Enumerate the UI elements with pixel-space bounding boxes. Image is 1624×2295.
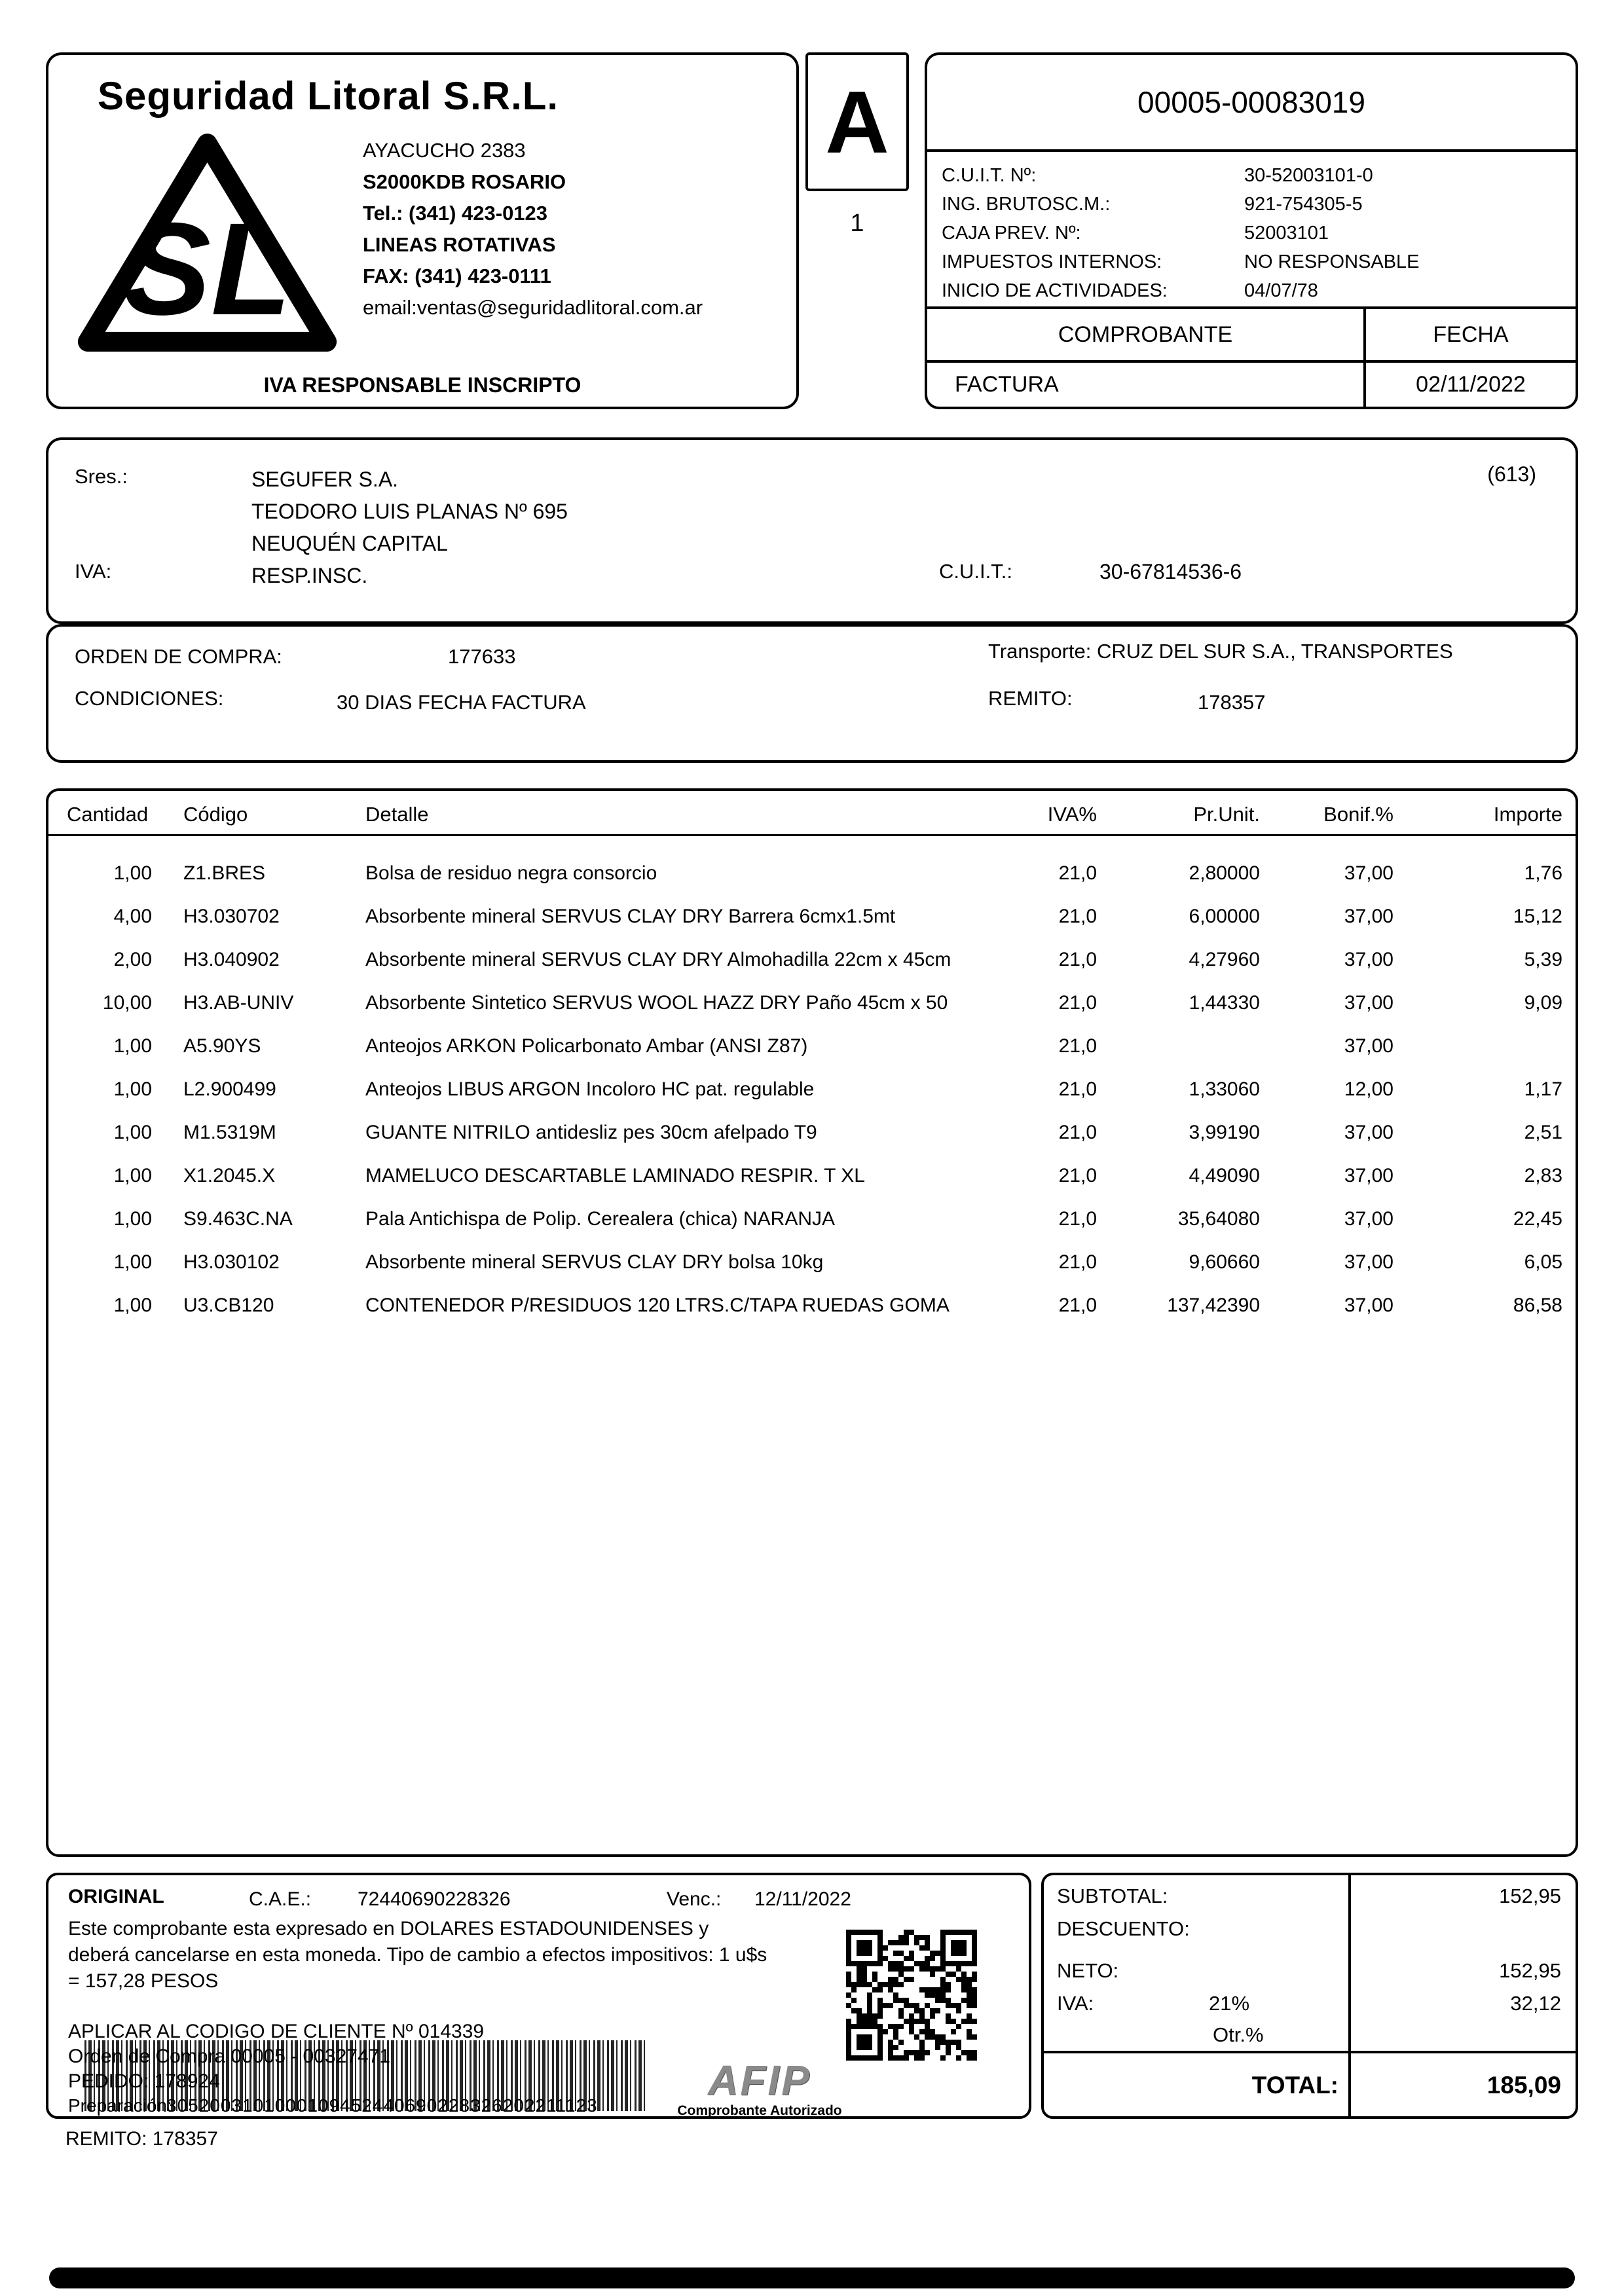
col-header-prunit: Pr.Unit.: [1193, 803, 1260, 826]
table-cell: 1,00: [113, 1035, 152, 1057]
fiscal-row: [942, 190, 1561, 219]
logo-letters: SL: [123, 194, 291, 342]
table-cell: 3,99190: [1189, 1122, 1260, 1143]
fiscal-value: NO RESPONSABLE: [1244, 251, 1420, 272]
fecha-value: 02/11/2022: [1363, 363, 1576, 407]
table-cell: L2.900499: [183, 1078, 276, 1100]
comprobante-label: COMPROBANTE: [1058, 321, 1233, 347]
table-cell: GUANTE NITRILO antidesliz pes 30cm afelpado T9: [365, 1122, 817, 1143]
customer-code: (613): [1487, 462, 1536, 486]
company-logo-icon: [75, 130, 340, 356]
col-header-codigo: Código: [183, 803, 248, 826]
fiscal-label: IMPUESTOS INTERNOS:: [942, 251, 1162, 272]
table-cell: 2,00: [113, 949, 152, 970]
table-cell: 37,00: [1344, 1035, 1393, 1057]
neto-value: 152,95: [1499, 1959, 1561, 1982]
table-cell: 2,80000: [1189, 862, 1260, 884]
fiscal-rows: [927, 152, 1576, 306]
table-cell: 5,39: [1524, 949, 1562, 970]
table-cell: 21,0: [1058, 1078, 1097, 1100]
table-cell: 35,64080: [1177, 1208, 1260, 1230]
currency-note: Este comprobante esta expresado en DOLARES ESTADOUNIDENSES y deberá cancelarse en esta moneda. Tipo de cambio a efectos impositivos: 1 u$s = 157,28 PESOS: [68, 1918, 767, 1992]
table-cell: Absorbente Sintetico SERVUS WOOL HAZZ DRY Paño 45cm x 50: [365, 992, 948, 1014]
table-cell: 86,58: [1513, 1294, 1562, 1316]
table-cell: 21,0: [1058, 1122, 1097, 1143]
col-header-detalle: Detalle: [365, 803, 429, 826]
company-name: Seguridad Litoral S.R.L.: [98, 74, 559, 118]
col-header-importe: Importe: [1493, 803, 1562, 826]
sres-label: Sres.:: [75, 465, 128, 488]
order-box: [46, 624, 1578, 763]
table-cell: CONTENEDOR P/RESIDUOS 120 LTRS.C/TAPA RUEDAS GOMA: [365, 1294, 950, 1316]
fiscal-label: C.U.I.T. Nº:: [942, 165, 1037, 186]
table-cell: S9.463C.NA: [183, 1208, 293, 1230]
preparacion-label: Preparación:: [68, 2095, 172, 2116]
table-cell: 2,83: [1524, 1165, 1562, 1186]
customer-box: [46, 437, 1578, 624]
preparacion-line: [68, 2095, 598, 2116]
table-cell: Pala Antichispa de Polip. Cerealera (chica) NARANJA: [365, 1208, 835, 1230]
remito-label: REMITO:: [988, 687, 1073, 710]
customer-name: SEGUFER S.A.: [251, 468, 399, 491]
table-cell: 21,0: [1058, 992, 1097, 1014]
bottom-edge-bar: [49, 2267, 1575, 2288]
subtotal-value: 152,95: [1499, 1884, 1561, 1907]
table-row: [48, 852, 1576, 895]
address-line: AYACUCHO 2383: [363, 139, 526, 162]
iva-label: IVA:: [1057, 1992, 1094, 2015]
venc-value: 12/11/2022: [754, 1888, 851, 1910]
client-code-note: APLICAR AL CODIGO DE CLIENTE Nº 014339: [68, 2021, 485, 2042]
address-line: Tel.: (341) 423-0123: [363, 202, 548, 225]
company-box: [46, 52, 799, 409]
iva-value: 32,12: [1510, 1992, 1561, 2015]
table-cell: U3.CB120: [183, 1294, 274, 1316]
table-row: [48, 1068, 1576, 1111]
table-cell: 21,0: [1058, 1165, 1097, 1186]
table-row: [48, 1111, 1576, 1154]
fiscal-row: [942, 248, 1561, 276]
neto-label: NETO:: [1057, 1959, 1119, 1982]
table-row: [48, 938, 1576, 982]
fiscal-label: ING. BRUTOSC.M.:: [942, 194, 1111, 215]
comprobante-value-row: [927, 360, 1576, 407]
table-cell: 1,00: [113, 862, 152, 884]
customer-cuit-value: 30-67814536-6: [1099, 560, 1242, 583]
table-cell: Absorbente mineral SERVUS CLAY DRY Barrera 6cmx1.5mt: [365, 906, 896, 927]
invoice-type-letter: A: [805, 52, 909, 191]
items-table: [46, 788, 1578, 1857]
customer-address: TEODORO LUIS PLANAS Nº 695: [251, 500, 568, 523]
table-cell: 9,60660: [1189, 1251, 1260, 1273]
address-line: LINEAS ROTATIVAS: [363, 233, 556, 256]
fiscal-label: INICIO DE ACTIVIDADES:: [942, 280, 1168, 301]
table-cell: H3.030102: [183, 1251, 280, 1273]
customer-cuit-label: C.U.I.T.:: [939, 560, 1012, 583]
total-label: TOTAL:: [1251, 2072, 1338, 2099]
table-cell: 6,00000: [1189, 906, 1260, 927]
subtotal-label: SUBTOTAL:: [1057, 1884, 1168, 1907]
customer-lines: [251, 464, 568, 592]
fiscal-value: 921-754305-5: [1244, 194, 1363, 215]
table-cell: 1,00: [113, 1122, 152, 1143]
customer-iva-value: RESP.INSC.: [251, 564, 368, 587]
orden-compra-value: 177633: [448, 645, 516, 668]
table-cell: 37,00: [1344, 949, 1393, 970]
col-header-bonif: Bonif.%: [1323, 803, 1393, 826]
table-cell: 1,00: [113, 1165, 152, 1186]
iva-rate: 21%: [1209, 1992, 1250, 2015]
table-cell: 2,51: [1524, 1122, 1562, 1143]
table-cell: 10,00: [102, 992, 152, 1014]
table-cell: 37,00: [1344, 1208, 1393, 1230]
table-cell: H3.AB-UNIV: [183, 992, 294, 1014]
col-header-cantidad: Cantidad: [67, 803, 149, 826]
table-row: [48, 1198, 1576, 1241]
afip-logo-text: AFIP: [708, 2057, 811, 2104]
total-band: [1044, 2051, 1576, 2116]
table-cell: M1.5319M: [183, 1122, 276, 1143]
otr-label: Otr.%: [1213, 2023, 1264, 2046]
table-cell: 1,44330: [1189, 992, 1260, 1014]
table-cell: 1,00: [113, 1294, 152, 1316]
totals-box: [1041, 1873, 1578, 2119]
invoice-copy-number: 1: [850, 210, 864, 237]
table-cell: 21,0: [1058, 949, 1097, 970]
table-row: [48, 895, 1576, 938]
table-cell: 1,33060: [1189, 1078, 1260, 1100]
pedido-line: PEDIDO: 178924: [68, 2070, 220, 2092]
table-cell: Bolsa de residuo negra consorcio: [365, 862, 657, 884]
table-cell: 137,42390: [1167, 1294, 1260, 1316]
items-rows: [48, 852, 1576, 1327]
table-cell: 37,00: [1344, 1294, 1393, 1316]
fiscal-row: [942, 276, 1561, 305]
table-row: [48, 982, 1576, 1025]
table-cell: 4,00: [113, 906, 152, 927]
table-cell: MAMELUCO DESCARTABLE LAMINADO RESPIR. T XL: [365, 1165, 865, 1186]
fiscal-row: [942, 161, 1561, 190]
condiciones-value: 30 DIAS FECHA FACTURA: [337, 691, 586, 714]
table-row: [48, 1241, 1576, 1284]
table-cell: 37,00: [1344, 1165, 1393, 1186]
table-cell: 37,00: [1344, 1122, 1393, 1143]
table-cell: A5.90YS: [183, 1035, 261, 1057]
afip-authorized-label: Comprobante Autorizado: [677, 2103, 842, 2118]
table-header-row: [48, 791, 1576, 836]
table-cell: 1,17: [1524, 1078, 1562, 1100]
table-cell: 22,45: [1513, 1208, 1562, 1230]
table-cell: 37,00: [1344, 1251, 1393, 1273]
invoice-number: 00005-00083019: [927, 55, 1576, 152]
qr-code-icon: [846, 1930, 977, 2061]
col-header-iva: IVA%: [1047, 803, 1097, 826]
comprobante-header-row: [927, 306, 1576, 360]
table-row: [48, 1025, 1576, 1068]
table-row: [48, 1154, 1576, 1198]
afip-logo-icon: [681, 2056, 838, 2104]
table-row: [48, 1284, 1576, 1327]
company-address: [363, 135, 703, 323]
table-cell: 37,00: [1344, 992, 1393, 1014]
table-cell: 21,0: [1058, 1208, 1097, 1230]
table-cell: 21,0: [1058, 906, 1097, 927]
fiscal-label: CAJA PREV. Nº:: [942, 223, 1081, 244]
address-line: S2000KDB ROSARIO: [363, 170, 566, 193]
table-cell: 1,00: [113, 1251, 152, 1273]
original-label: ORIGINAL: [68, 1886, 164, 1907]
orden-compra-footer-line: Orden de Compra 00005 - 00327471: [68, 2046, 391, 2067]
transporte-line: Transporte: CRUZ DEL SUR S.A., TRANSPORTES: [988, 640, 1453, 663]
fiscal-value: 52003101: [1244, 223, 1329, 244]
table-cell: Z1.BRES: [183, 862, 266, 884]
table-cell: 37,00: [1344, 862, 1393, 884]
fiscal-row: [942, 219, 1561, 248]
comprobante-value: FACTURA: [955, 372, 1059, 397]
table-cell: 37,00: [1344, 906, 1393, 927]
table-cell: Absorbente mineral SERVUS CLAY DRY bolsa 10kg: [365, 1251, 824, 1273]
barcode-digits: 3052003101000109452440690228326202211123: [166, 2095, 598, 2116]
fiscal-value: 30-52003101-0: [1244, 165, 1373, 186]
venc-label: Venc.:: [667, 1888, 722, 1910]
descuento-label: DESCUENTO:: [1057, 1917, 1190, 1940]
table-cell: 15,12: [1513, 906, 1562, 927]
table-cell: Absorbente mineral SERVUS CLAY DRY Almohadilla 22cm x 45cm: [365, 949, 951, 970]
cae-label: C.A.E.:: [249, 1888, 312, 1910]
table-cell: 1,76: [1524, 862, 1562, 884]
table-cell: 21,0: [1058, 1294, 1097, 1316]
table-cell: 9,09: [1524, 992, 1562, 1014]
total-value: 185,09: [1486, 2072, 1561, 2099]
table-cell: X1.2045.X: [183, 1165, 276, 1186]
table-cell: 1,00: [113, 1208, 152, 1230]
table-cell: 1,00: [113, 1078, 152, 1100]
remito-footer-line: REMITO: 178357: [65, 2128, 218, 2150]
table-cell: Anteojos LIBUS ARGON Incoloro HC pat. regulable: [365, 1078, 815, 1100]
address-line: FAX: (341) 423-0111: [363, 265, 551, 287]
customer-iva-label: IVA:: [75, 560, 112, 583]
table-cell: 21,0: [1058, 1251, 1097, 1273]
fiscal-box: [925, 52, 1578, 409]
table-cell: 12,00: [1344, 1078, 1393, 1100]
condiciones-label: CONDICIONES:: [75, 687, 224, 710]
customer-city: NEUQUÉN CAPITAL: [251, 532, 448, 555]
table-cell: 21,0: [1058, 1035, 1097, 1057]
fecha-label: FECHA: [1363, 309, 1576, 360]
orden-compra-label: ORDEN DE COMPRA:: [75, 645, 282, 668]
table-cell: 4,49090: [1189, 1165, 1260, 1186]
fiscal-value: 04/07/78: [1244, 280, 1318, 301]
table-cell: 4,27960: [1189, 949, 1260, 970]
company-iva-status: IVA RESPONSABLE INSCRIPTO: [263, 373, 581, 397]
remito-value: 178357: [1198, 691, 1266, 714]
address-line: email:ventas@seguridadlitoral.com.ar: [363, 296, 703, 319]
cae-value: 72440690228326: [358, 1888, 511, 1910]
table-cell: Anteojos ARKON Policarbonato Ambar (ANSI Z87): [365, 1035, 808, 1057]
table-cell: 6,05: [1524, 1251, 1562, 1273]
table-cell: H3.040902: [183, 949, 280, 970]
table-cell: 21,0: [1058, 862, 1097, 884]
table-cell: H3.030702: [183, 906, 280, 927]
